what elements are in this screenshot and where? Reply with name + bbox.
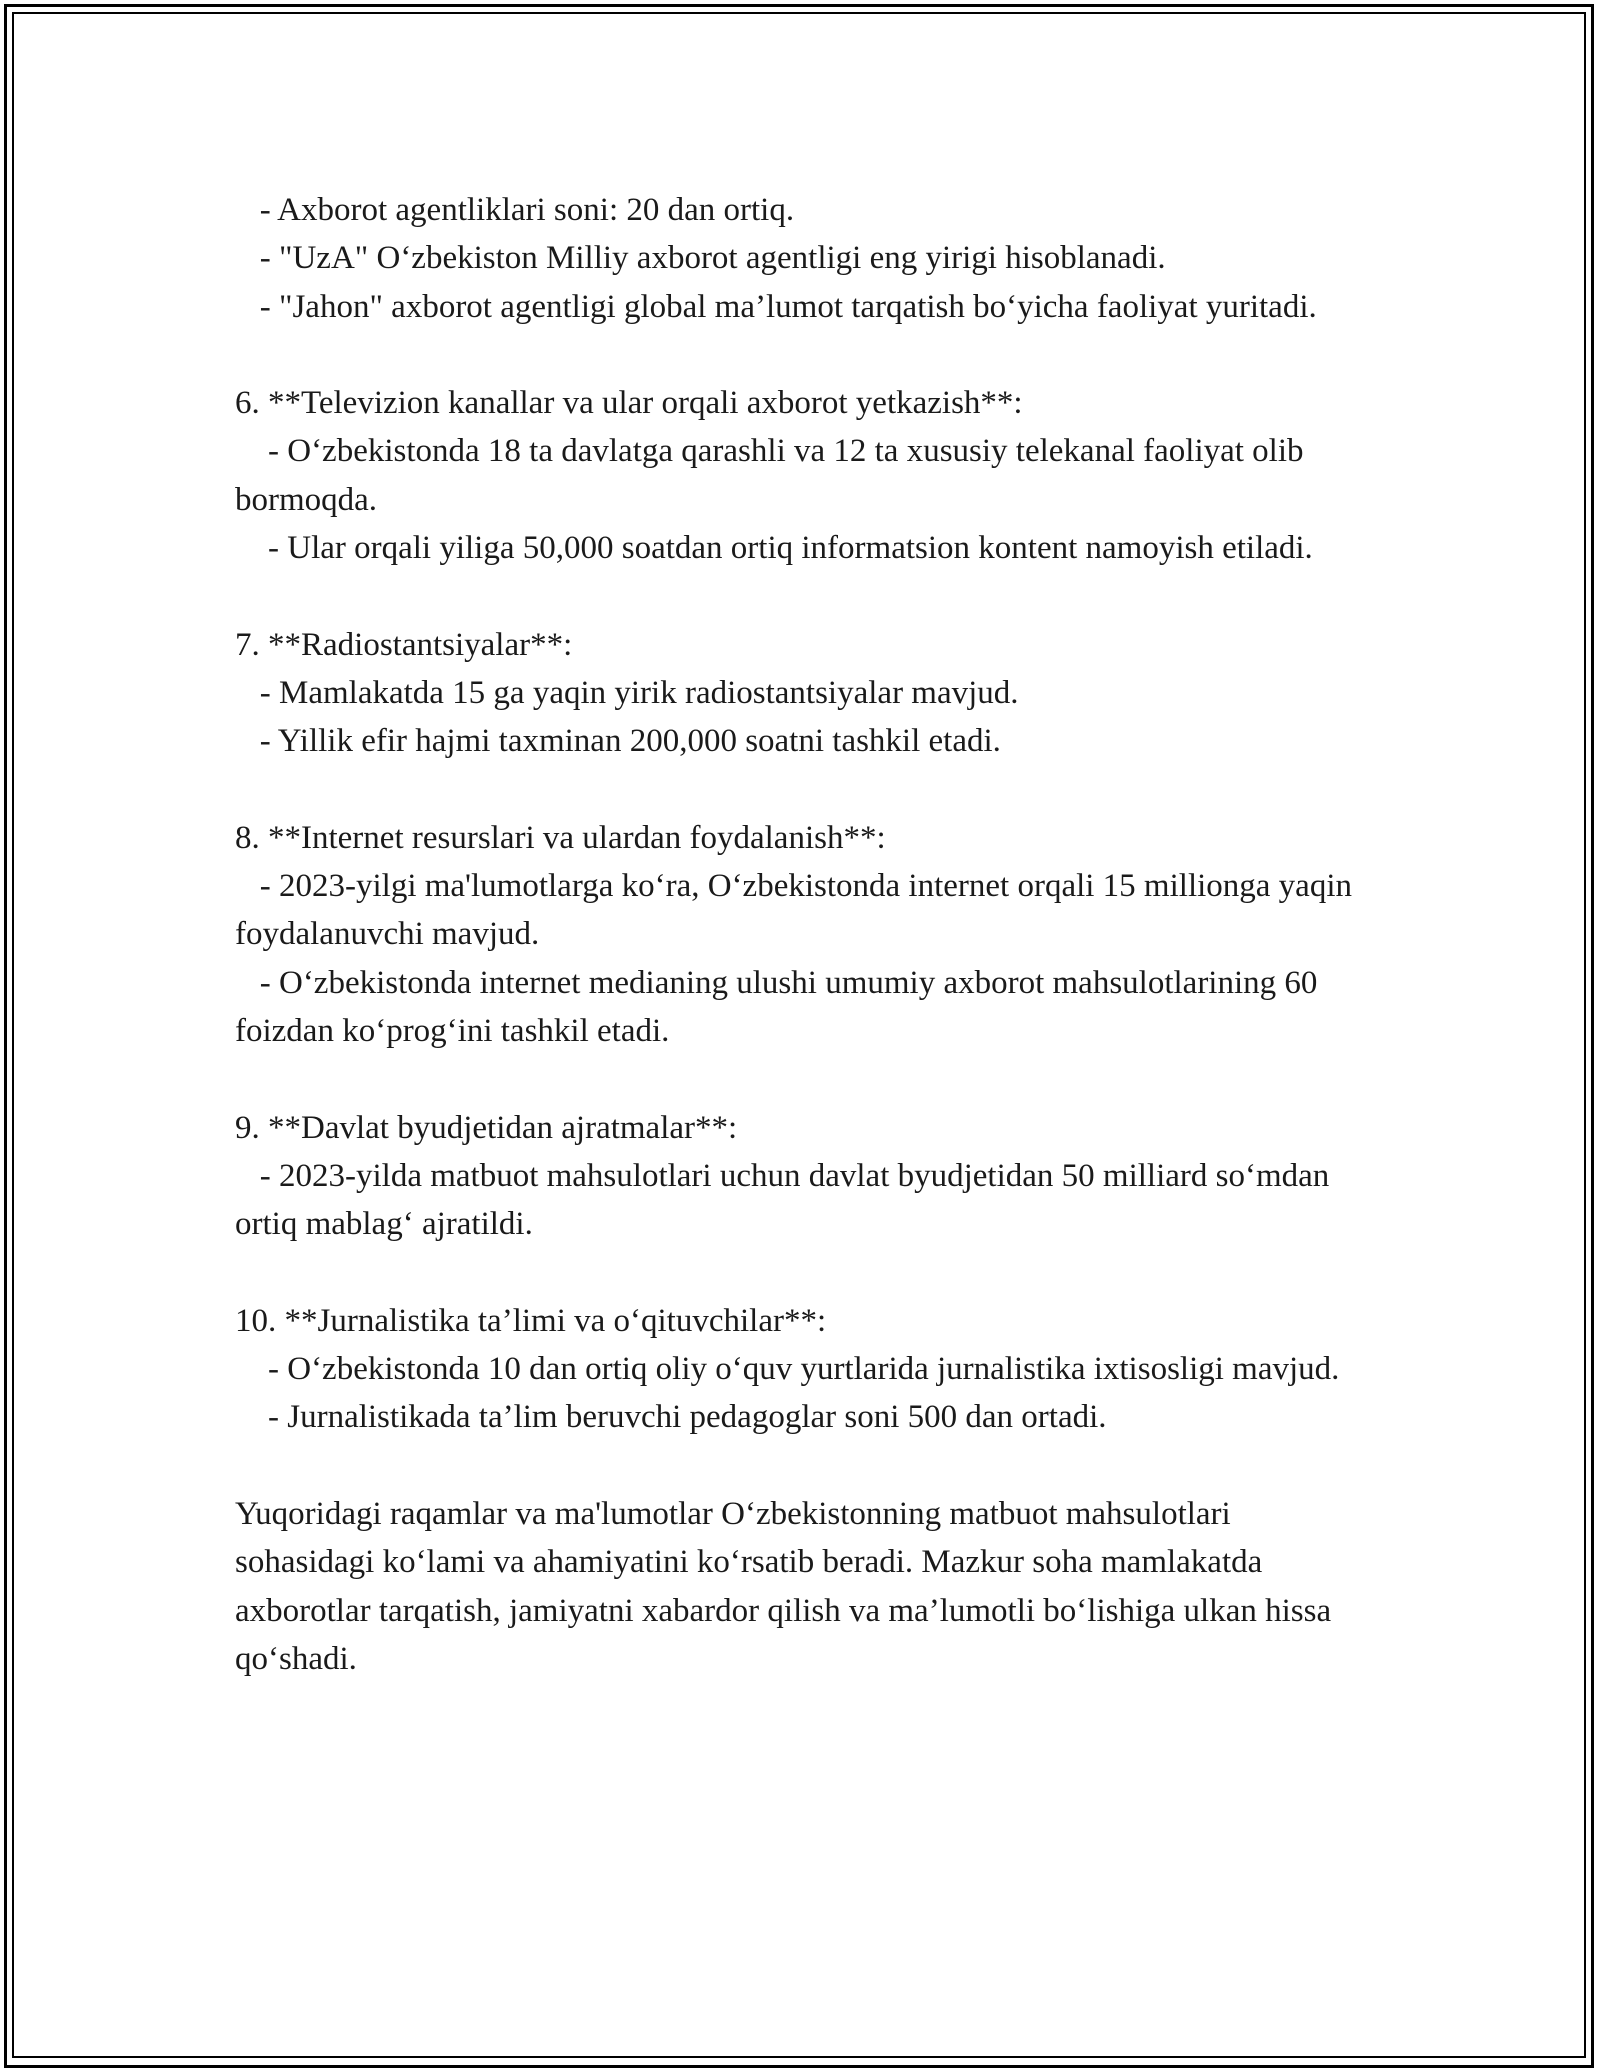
paragraph-gap — [235, 1442, 1370, 1490]
section-item: - O‘zbekistonda 10 dan ortiq oliy o‘quv yurtlarida jurnalistika ixtisosligi mavjud. — [235, 1351, 1340, 1388]
section-state-budget — [235, 1104, 1370, 1249]
paragraph-gap — [235, 331, 1370, 379]
section-journalism-education — [235, 1297, 1370, 1442]
section-heading: 8. **Internet resurslari va ulardan foydalanish**: — [235, 819, 886, 856]
section-radio-stations — [235, 621, 1370, 766]
section-heading: 9. **Davlat byudjetidan ajratmalar**: — [235, 1109, 738, 1146]
intro-item: - Axborot agentliklari soni: 20 dan ortiq. — [235, 192, 795, 228]
document-body — [235, 186, 1370, 1683]
section-heading: 7. **Radiostantsiyalar**: — [235, 626, 573, 663]
section-item: - O‘zbekistonda internet medianing ulushi umumiy axborot mahsulotlarining 60 foizdan ko‘prog‘ini tashkil etadi. — [235, 964, 1326, 1050]
paragraph-gap — [235, 1055, 1370, 1103]
section-internet-resources — [235, 814, 1370, 1055]
intro-item: - "Jahon" axborot agentligi global ma’lumot tarqatish bo‘yicha faoliyat yuritadi. — [235, 288, 1317, 325]
section-item: - O‘zbekistonda 18 ta davlatga qarashli va 12 ta xususiy telekanal faoliyat olib bormoqda. — [235, 433, 1312, 518]
section-heading: 6. **Televizion kanallar va ular orqali axborot yetkazish**: — [235, 385, 1023, 422]
section-item: - 2023-yilda matbuot mahsulotlari uchun davlat byudjetidan 50 milliard so‘mdan ortiq mablag‘ ajratildi. — [235, 1157, 1338, 1243]
section-heading: 10. **Jurnalistika ta’limi va o‘qituvchilar**: — [235, 1302, 827, 1339]
section-item: - Ular orqali yiliga 50,000 soatdan ortiq informatsion kontent namoyish etiladi. — [235, 530, 1313, 567]
paragraph-gap — [235, 572, 1370, 620]
paragraph-gap — [235, 1249, 1370, 1297]
section-item: - Mamlakatda 15 ga yaqin yirik radiostantsiyalar mavjud. — [235, 674, 1019, 711]
section-item: - 2023-yilgi ma'lumotlarga ko‘ra, O‘zbekistonda internet orqali 15 millionga yaqin foydalanuvchi mavjud. — [235, 868, 1361, 953]
section-tv-channels — [235, 379, 1370, 572]
intro-item: - "UzA" O‘zbekiston Milliy axborot agentligi eng yirigi hisoblanadi. — [235, 240, 1166, 277]
paragraph-gap — [235, 766, 1370, 814]
conclusion-paragraph: Yuqoridagi raqamlar va ma'lumotlar O‘zbekistonning matbuot mahsulotlari sohasidagi ko‘lami va ahamiyatini ko‘rsatib beradi. Mazkur soha mamlakatda axborotlar tarqatish, jamiyatni xabardor qilish va ma’lumotli bo‘lishiga ulkan hissa qo‘shadi. — [235, 1496, 1340, 1677]
section-item: - Yillik efir hajmi taxminan 200,000 soatni tashkil etadi. — [235, 723, 1001, 760]
section-item: - Jurnalistikada ta’lim beruvchi pedagoglar soni 500 dan ortadi. — [235, 1399, 1107, 1436]
